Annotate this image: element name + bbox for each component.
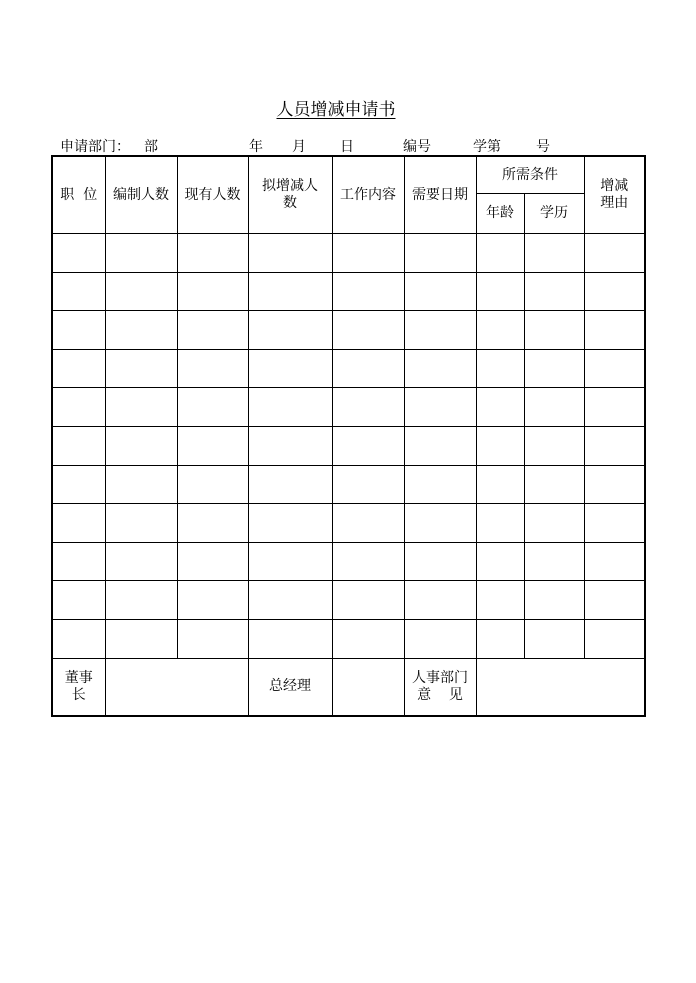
request-form-table	[51, 155, 646, 717]
table-row	[52, 465, 645, 504]
cell-position[interactable]	[52, 581, 105, 620]
cell-position[interactable]	[52, 349, 105, 388]
cell-work[interactable]	[332, 542, 404, 581]
cell-quota[interactable]	[105, 311, 177, 350]
cell-age[interactable]	[476, 542, 524, 581]
cell-work[interactable]	[332, 465, 404, 504]
cell-planned[interactable]	[248, 349, 332, 388]
cell-education[interactable]	[524, 542, 584, 581]
cell-planned[interactable]	[248, 272, 332, 311]
cell-reason[interactable]	[584, 272, 645, 311]
cell-quota[interactable]	[105, 272, 177, 311]
cell-work[interactable]	[332, 619, 404, 658]
cell-current[interactable]	[177, 542, 248, 581]
cell-quota[interactable]	[105, 349, 177, 388]
cell-age[interactable]	[476, 465, 524, 504]
cell-age[interactable]	[476, 619, 524, 658]
cell-quota[interactable]	[105, 619, 177, 658]
cell-quota[interactable]	[105, 234, 177, 273]
cell-date[interactable]	[404, 581, 476, 620]
cell-age[interactable]	[476, 311, 524, 350]
cell-current[interactable]	[177, 581, 248, 620]
cell-current[interactable]	[177, 272, 248, 311]
cell-date[interactable]	[404, 619, 476, 658]
cell-education[interactable]	[524, 581, 584, 620]
table-row	[52, 581, 645, 620]
cell-current[interactable]	[177, 388, 248, 427]
cell-current[interactable]	[177, 465, 248, 504]
cell-current[interactable]	[177, 311, 248, 350]
cell-planned[interactable]	[248, 542, 332, 581]
header-row-1	[52, 156, 645, 194]
cell-education[interactable]	[524, 504, 584, 543]
cell-age[interactable]	[476, 272, 524, 311]
cell-date[interactable]	[404, 234, 476, 273]
col-date-header: 需要日期	[404, 156, 476, 234]
cell-date[interactable]	[404, 388, 476, 427]
cell-position[interactable]	[52, 619, 105, 658]
cell-date[interactable]	[404, 272, 476, 311]
hr-opinion-cell[interactable]	[476, 658, 645, 716]
cell-reason[interactable]	[584, 349, 645, 388]
hr-opinion-label: 人事部门 意 见	[404, 658, 476, 716]
cell-quota[interactable]	[105, 388, 177, 427]
xuedi-label: 学第	[473, 139, 501, 155]
cell-position[interactable]	[52, 504, 105, 543]
cell-education[interactable]	[524, 234, 584, 273]
cell-reason[interactable]	[584, 426, 645, 465]
general-manager-label: 总经理	[248, 658, 332, 716]
cell-education[interactable]	[524, 349, 584, 388]
title-text: 人员增减申请书	[276, 100, 396, 120]
month-label: 月	[292, 139, 306, 155]
cell-age[interactable]	[476, 388, 524, 427]
cell-work[interactable]	[332, 388, 404, 427]
table-row	[52, 504, 645, 543]
cell-position[interactable]	[52, 426, 105, 465]
col-position-header: 职 位	[52, 156, 105, 234]
cell-date[interactable]	[404, 504, 476, 543]
cell-reason[interactable]	[584, 619, 645, 658]
cell-age[interactable]	[476, 234, 524, 273]
dept-suffix: 部	[144, 139, 158, 155]
col-work-header: 工作内容	[332, 156, 404, 234]
cell-education[interactable]	[524, 311, 584, 350]
year-label: 年	[249, 139, 263, 155]
table-row	[52, 619, 645, 658]
cell-education[interactable]	[524, 272, 584, 311]
cell-current[interactable]	[177, 426, 248, 465]
cell-work[interactable]	[332, 349, 404, 388]
cell-planned[interactable]	[248, 311, 332, 350]
cell-age[interactable]	[476, 581, 524, 620]
cell-age[interactable]	[476, 426, 524, 465]
cell-work[interactable]	[332, 311, 404, 350]
cell-planned[interactable]	[248, 234, 332, 273]
general-manager-signature-cell[interactable]	[332, 658, 404, 716]
table-row	[52, 311, 645, 350]
table-row	[52, 426, 645, 465]
cell-position[interactable]	[52, 388, 105, 427]
table-row	[52, 542, 645, 581]
cell-reason[interactable]	[584, 542, 645, 581]
col-education-header: 学历	[524, 194, 584, 234]
cell-planned[interactable]	[248, 426, 332, 465]
document-title	[0, 95, 672, 120]
cell-quota[interactable]	[105, 581, 177, 620]
cell-position[interactable]	[52, 465, 105, 504]
col-reason-header: 增减理由	[584, 156, 645, 234]
cell-quota[interactable]	[105, 542, 177, 581]
table-row	[52, 349, 645, 388]
cell-education[interactable]	[524, 388, 584, 427]
cell-date[interactable]	[404, 465, 476, 504]
cell-planned[interactable]	[248, 619, 332, 658]
cell-quota[interactable]	[105, 465, 177, 504]
cell-current[interactable]	[177, 349, 248, 388]
cell-reason[interactable]	[584, 234, 645, 273]
cell-reason[interactable]	[584, 465, 645, 504]
cell-planned[interactable]	[248, 504, 332, 543]
cell-current[interactable]	[177, 234, 248, 273]
cell-position[interactable]	[52, 234, 105, 273]
table-row	[52, 272, 645, 311]
number-label: 编号	[403, 139, 431, 155]
col-planned-header: 拟增减人数	[248, 156, 332, 234]
col-current-header: 现有人数	[177, 156, 248, 234]
col-quota-header: 编制人数	[105, 156, 177, 234]
cell-planned[interactable]	[248, 388, 332, 427]
cell-reason[interactable]	[584, 388, 645, 427]
cell-work[interactable]	[332, 272, 404, 311]
cell-reason[interactable]	[584, 581, 645, 620]
cell-date[interactable]	[404, 311, 476, 350]
cell-current[interactable]	[177, 619, 248, 658]
hao-label: 号	[536, 139, 550, 155]
cell-reason[interactable]	[584, 504, 645, 543]
col-age-header: 年龄	[476, 194, 524, 234]
cell-work[interactable]	[332, 504, 404, 543]
cell-position[interactable]	[52, 311, 105, 350]
table-row	[52, 388, 645, 427]
cell-quota[interactable]	[105, 504, 177, 543]
cell-age[interactable]	[476, 349, 524, 388]
cell-reason[interactable]	[584, 311, 645, 350]
cell-age[interactable]	[476, 504, 524, 543]
cell-planned[interactable]	[248, 465, 332, 504]
cell-work[interactable]	[332, 581, 404, 620]
cell-work[interactable]	[332, 234, 404, 273]
cell-education[interactable]	[524, 465, 584, 504]
chairman-signature-cell[interactable]	[105, 658, 248, 716]
cell-position[interactable]	[52, 542, 105, 581]
dept-label: 申请部门：	[60, 139, 130, 155]
cell-position[interactable]	[52, 272, 105, 311]
col-requirements-header: 所需条件	[476, 156, 584, 194]
cell-date[interactable]	[404, 349, 476, 388]
table-row	[52, 234, 645, 273]
cell-education[interactable]	[524, 426, 584, 465]
cell-planned[interactable]	[248, 581, 332, 620]
signature-row	[52, 658, 645, 716]
cell-date[interactable]	[404, 426, 476, 465]
cell-date[interactable]	[404, 542, 476, 581]
chairman-label: 董事长	[52, 658, 105, 716]
cell-quota[interactable]	[105, 426, 177, 465]
cell-education[interactable]	[524, 619, 584, 658]
cell-work[interactable]	[332, 426, 404, 465]
day-label: 日	[340, 139, 354, 155]
cell-current[interactable]	[177, 504, 248, 543]
